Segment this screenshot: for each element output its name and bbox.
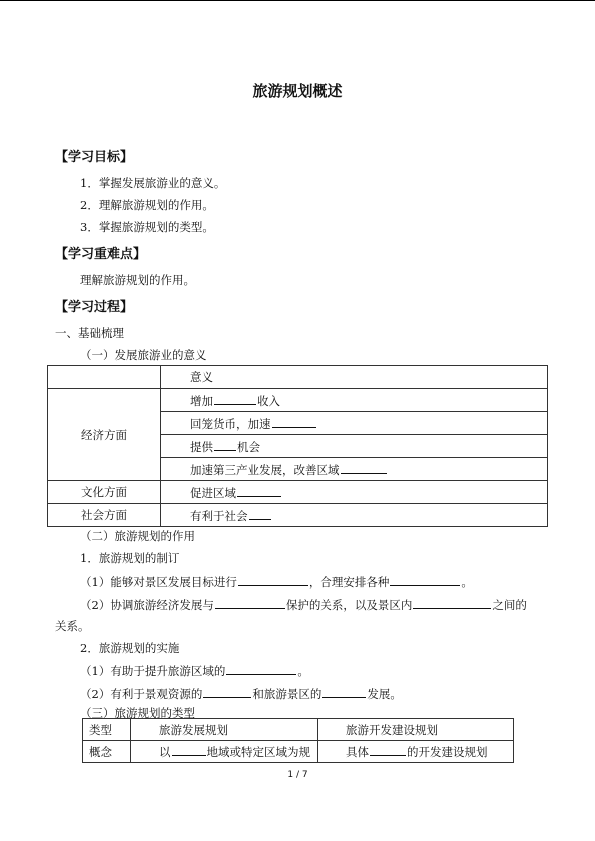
fill-blank[interactable] <box>214 392 256 405</box>
fill-blank[interactable] <box>341 461 387 474</box>
formulation-point-1-c: 。 <box>461 575 473 589</box>
fill-blank[interactable] <box>238 573 308 586</box>
economy-row-tertiary-text: 加速第三产业发展，改善区域 <box>190 462 340 477</box>
fill-blank[interactable] <box>214 438 236 451</box>
section-heading-goals: 【学习目标】 <box>55 150 134 165</box>
concept-development-cell <box>131 741 318 763</box>
row-label-culture: 文化方面 <box>48 481 161 504</box>
item-implementation: 2．旅游规划的实施 <box>80 641 180 655</box>
economy-row-income-suffix: 收入 <box>257 393 280 408</box>
section-heading-keypoints: 【学习重难点】 <box>55 247 147 262</box>
fill-blank[interactable] <box>413 596 491 609</box>
planning-types-table <box>82 718 514 763</box>
fill-blank[interactable] <box>322 685 366 698</box>
row-label-economy: 经济方面 <box>48 389 161 481</box>
fill-blank[interactable] <box>390 573 460 586</box>
concept-development-b: 地域或特定区域为规 <box>206 745 310 759</box>
part-heading-basics: 一、基础梳理 <box>55 326 124 340</box>
table-header-development-plan: 旅游发展规划 <box>131 719 318 741</box>
formulation-point-2-continued: 关系。 <box>55 619 90 633</box>
fill-blank[interactable] <box>272 415 316 428</box>
table-header-significance: 意义 <box>161 366 548 389</box>
goal-item-2: 2．理解旅游规划的作用。 <box>80 198 214 212</box>
subheading-types: （三）旅游规划的类型 <box>80 706 195 720</box>
fill-blank[interactable] <box>215 596 285 609</box>
concept-construction-cell <box>318 741 514 763</box>
subheading-significance: （一）发展旅游业的意义 <box>80 348 207 362</box>
culture-row-text: 促进区域 <box>190 485 236 500</box>
society-row-text: 有利于社会 <box>190 508 248 523</box>
economy-row-opportunity-suffix: 机会 <box>237 439 260 454</box>
significance-table <box>47 365 548 527</box>
fill-blank[interactable] <box>172 743 206 756</box>
concept-development-a: 以 <box>159 745 171 759</box>
table-cell-empty <box>48 366 161 389</box>
subheading-role: （二）旅游规划的作用 <box>80 529 195 543</box>
economy-row-income-prefix: 增加 <box>190 393 213 408</box>
implementation-point-1 <box>80 662 309 679</box>
formulation-point-2-b: 保护的关系，以及景区内 <box>285 598 413 612</box>
economy-row-opportunity <box>161 435 548 458</box>
row-label-concept: 概念 <box>83 741 131 763</box>
implementation-point-2-b: 和旅游景区的 <box>252 687 322 701</box>
formulation-point-1-b: ，合理安排各种 <box>308 575 390 589</box>
implementation-point-2 <box>80 685 402 702</box>
implementation-point-1-a: （1）有助于提升旅游区域的 <box>80 664 226 678</box>
implementation-point-2-a: （2）有利于景观资源的 <box>80 687 203 701</box>
formulation-point-2 <box>80 596 527 613</box>
page-number: 1 / 7 <box>287 770 308 780</box>
culture-row <box>161 481 548 504</box>
implementation-point-2-c: 发展。 <box>367 687 402 701</box>
economy-row-currency <box>161 412 548 435</box>
fill-blank[interactable] <box>370 743 406 756</box>
fill-blank[interactable] <box>226 662 296 675</box>
formulation-point-1 <box>80 573 473 590</box>
keypoint-text: 理解旅游规划的作用。 <box>80 273 195 287</box>
concept-construction-a: 具体 <box>346 745 369 759</box>
implementation-point-1-b: 。 <box>297 664 309 678</box>
page-title: 旅游规划概述 <box>252 82 343 100</box>
formulation-point-2-c: 之间的 <box>492 598 527 612</box>
economy-row-income <box>161 389 548 412</box>
page-top-rule <box>0 0 595 1</box>
row-label-society: 社会方面 <box>48 504 161 527</box>
section-heading-process: 【学习过程】 <box>55 300 134 315</box>
table-header-type: 类型 <box>83 719 131 741</box>
goal-item-1: 1．掌握发展旅游业的意义。 <box>80 176 226 190</box>
goal-item-3: 3．掌握旅游规划的类型。 <box>80 220 214 234</box>
fill-blank[interactable] <box>249 507 271 520</box>
economy-row-opportunity-prefix: 提供 <box>190 439 213 454</box>
economy-row-currency-text: 回笼货币，加速 <box>190 416 271 431</box>
concept-construction-b: 的开发建设规划 <box>407 745 488 759</box>
formulation-point-2-a: （2）协调旅游经济发展与 <box>80 598 214 612</box>
fill-blank[interactable] <box>237 484 281 497</box>
item-formulation: 1．旅游规划的制订 <box>80 551 180 565</box>
economy-row-tertiary <box>161 458 548 481</box>
society-row <box>161 504 548 527</box>
fill-blank[interactable] <box>203 685 251 698</box>
table-header-construction-plan: 旅游开发建设规划 <box>318 719 514 741</box>
formulation-point-1-a: （1）能够对景区发展目标进行 <box>80 575 237 589</box>
